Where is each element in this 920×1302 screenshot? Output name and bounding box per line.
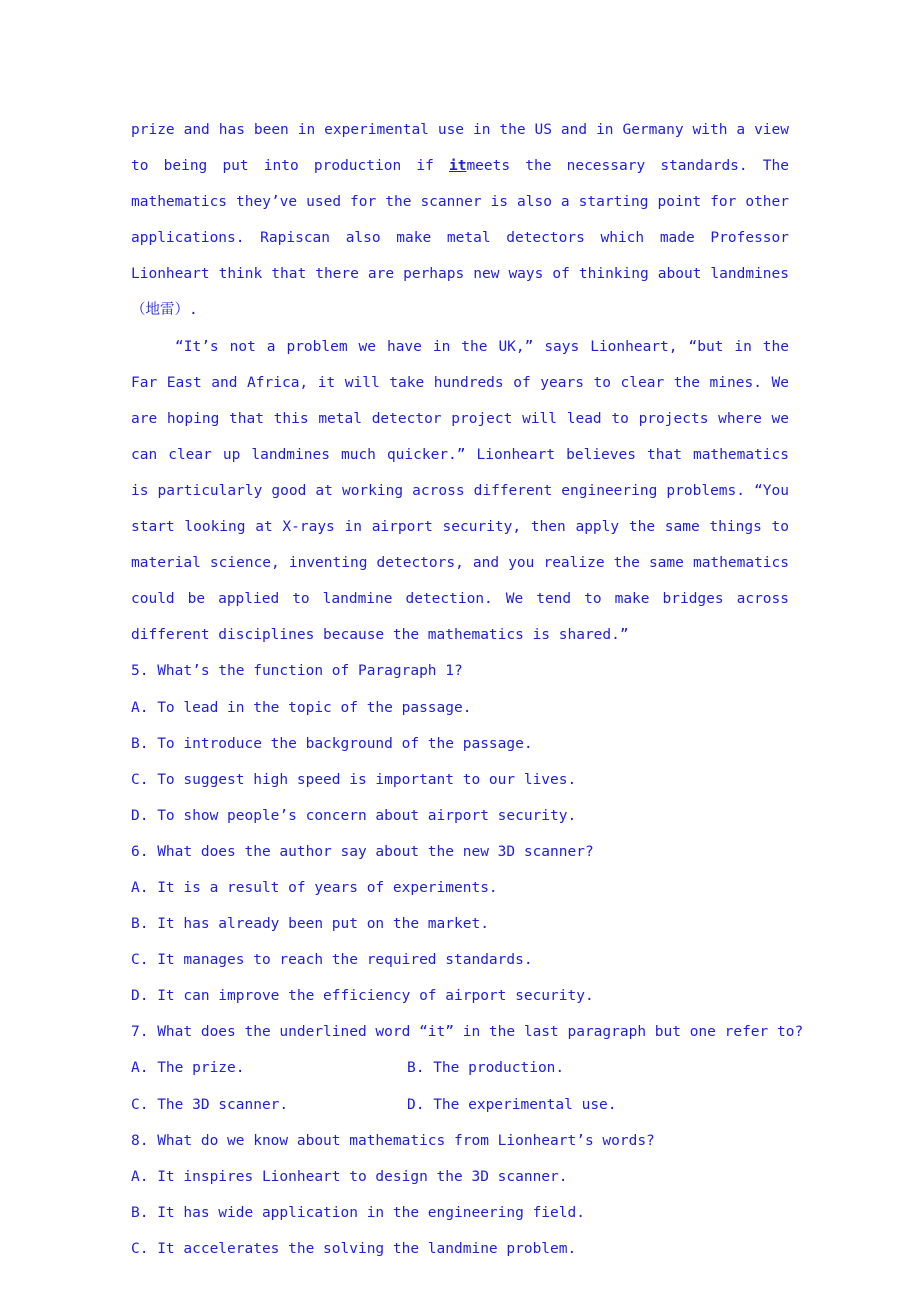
underlined-word: it (448, 158, 467, 175)
answer-option: A. To lead in the topic of the passage. (131, 699, 472, 716)
answer-option: C. It manages to reach the required standards. (131, 952, 533, 969)
answer-option-row (131, 1087, 789, 1123)
question-stem: 8. What do we know about mathematics from Lionheart’s words? (131, 1132, 655, 1149)
answer-option: B. It has already been put on the market. (131, 916, 489, 933)
answer-option: A. It is a result of years of experiments. (131, 879, 498, 896)
answer-option: B. The production. (407, 1060, 565, 1077)
document-page (131, 112, 804, 1267)
question-stem: 6. What does the author say about the new 3D scanner? (131, 843, 594, 860)
question-stem: 5. What’s the function of Paragraph 1? (131, 663, 463, 680)
passage-paragraph (131, 112, 789, 329)
answer-option: C. To suggest high speed is important to our lives. (131, 771, 577, 788)
passage-paragraph: “It’s not a problem we have in the UK,” says Lionheart, “but in the Far East and Africa, it will take hundreds of years to clear the mines. We are hoping that this metal detector project will lead to projects where we can clear up landmines much quicker.” Lionheart believes that mathematics is particularly good at working across different engineering problems. “You start looking at X-rays in airport security, then apply the same things to material science, inventing detectors, and you realize the same mathematics could be applied to landmine detection. We tend to make bridges across different disciplines because the mathematics is shared.” (131, 338, 789, 644)
paragraph-text: meets the necessary standards. The mathematics they’ve used for the scanner is also a starting point for other applications. Rapiscan also make metal detectors which made Professor Lionheart think that there are perhaps new ways of thinking about landmines（地雷）. (131, 158, 789, 319)
answer-option: A. It inspires Lionheart to design the 3D scanner. (131, 1168, 568, 1185)
answer-option: D. To show people’s concern about airport security. (131, 807, 577, 824)
answer-option: B. To introduce the background of the passage. (131, 735, 533, 752)
answer-option: B. It has wide application in the engineering field. (131, 1204, 585, 1221)
answer-option-row (131, 1050, 789, 1086)
question-stem: 7. What does the underlined word “it” in the last paragraph but one refer to? (131, 1024, 804, 1041)
answer-option: A. The prize. (131, 1060, 245, 1077)
answer-option: C. The 3D scanner. (131, 1096, 289, 1113)
answer-option: D. It can improve the efficiency of airport security. (131, 988, 594, 1005)
answer-option: D. The experimental use. (407, 1096, 617, 1113)
answer-option: C. It accelerates the solving the landmine problem. (131, 1240, 577, 1257)
paragraph-text: prize and has been in experimental use in the US and in Germany with a view to being put into production if (131, 122, 789, 175)
